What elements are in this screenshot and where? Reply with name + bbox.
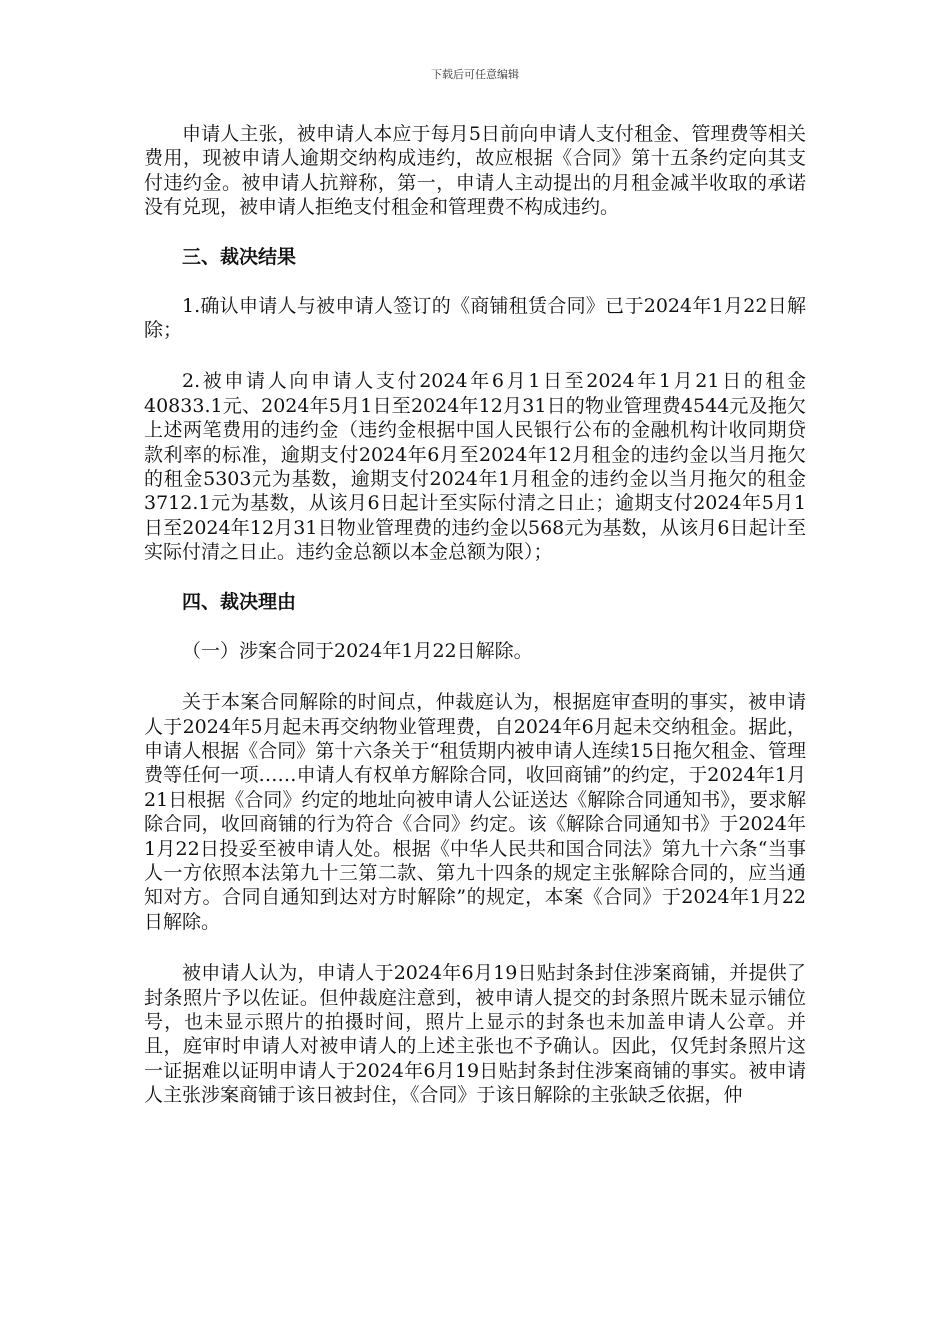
- document-body: [144, 122, 806, 1108]
- paragraph-seal-evidence: 被申请人认为，申请人于2024年6月19日贴封条封住涉案商铺，并提供了封条照片予以佐证。但仲裁庭注意到，被申请人提交的封条照片既未显示铺位号，也未显示照片的拍摄时间，照片上显示的封条也未加盖申请人公章。并且，庭审时申请人对被申请人的上述主张也不予确认。因此，仅凭封条照片这一证据难以证明申请人于2024年6月19日贴封条封住涉案商铺的事实。被申请人主张涉案商铺于该日被封住，《合同》于该日解除的主张缺乏依据，仲: [144, 962, 806, 1107]
- section-heading-ruling-reasons: 四、裁决理由: [182, 590, 297, 613]
- paragraph-contract-termination: 关于本案合同解除的时间点，仲裁庭认为，根据庭审查明的事实，被申请人于2024年5月起未再交纳物业管理费，自2024年6月起未交纳租金。据此，申请人根据《合同》第十六条关于“租赁期内被申请人连续15日拖欠租金、管理费等任何一项……申请人有权单方解除合同，收回商铺”的约定，于2024年1月21日根据《合同》约定的地址向被申请人公证送达《解除合同通知书》，要求解除合同，收回商铺的行为符合《合同》约定。该《解除合同通知书》于2024年1月22日投妥至被申请人处。根据《中华人民共和国合同法》第九十六条“当事人一方依照本法第九十三第二款、第九十四条的规定主张解除合同的，应当通知对方。合同自通知到达对方时解除”的规定，本案《合同》于2024年1月22日解除。: [144, 691, 806, 933]
- paragraph-applicant-claim: 申请人主张，被申请人本应于每月5日前向申请人支付租金、管理费等相关费用，现被申请人逾期交纳构成违约，故应根据《合同》第十五条约定向其支付违约金。被申请人抗辩称，第一，申请人主动提出的月租金减半收取的承诺没有兑现，被申请人拒绝支付租金和管理费不构成违约。: [144, 123, 806, 219]
- section-heading-ruling-result: 三、裁决结果: [182, 245, 297, 268]
- paragraph-ruling-item-2: 2.被申请人向申请人支付2024年6月1日至2024年1月21日的租金40833.1元、2024年5月1日至2024年12月31日的物业管理费4544元及拖欠上述两笔费用的违约金（违约金根据中国人民银行公布的金融机构计收同期贷款利率的标准，逾期支付2024年6月至2024年12月租金的违约金以当月拖欠的租金5303元为基数，逾期支付2024年1月租金的违约金以当月拖欠的租金3712.1元为基数，从该月6日起计至实际付清之日止；逾期支付2024年5月1日至2024年12月31日物业管理费的违约金以568元为基数，从该月6日起计至实际付清之日止。违约金总额以本金总额为限）；: [144, 370, 806, 564]
- paragraph-reason-subheading: （一）涉案合同于2024年1月22日解除。: [182, 639, 533, 662]
- paragraph-ruling-item-1: 1.确认申请人与被申请人签订的《商铺租赁合同》已于2024年1月22日解除；: [144, 294, 806, 342]
- page-header: 下载后可任意编辑: [431, 68, 519, 81]
